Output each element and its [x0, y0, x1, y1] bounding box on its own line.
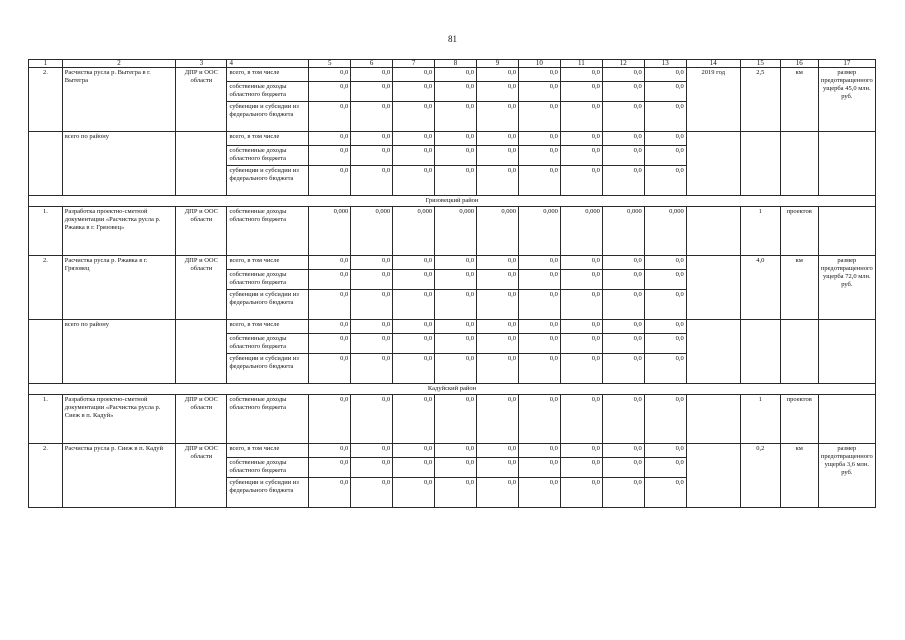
table-row — [29, 444, 876, 458]
amount-cell: 0,0 — [351, 354, 393, 384]
amount-cell: 0,0 — [644, 102, 686, 132]
amount-cell: 0,0 — [644, 320, 686, 334]
amount-cell: 0,0 — [644, 256, 686, 270]
result-cell: размер предотвращенного ущерба 72,0 млн. руб. — [818, 256, 875, 320]
amount-cell: 0,0 — [435, 132, 477, 146]
result-cell — [818, 132, 875, 196]
funding-source-label: всего, в том числе — [227, 444, 309, 458]
amount-cell: 0,0 — [351, 395, 393, 444]
unit-cell: проектов — [780, 395, 818, 444]
amount-cell: 0,0 — [560, 334, 602, 354]
deadline-cell — [686, 256, 740, 320]
column-header-17: 17 — [818, 60, 875, 68]
amount-cell: 0,0 — [393, 256, 435, 270]
amount-cell: 0,0 — [518, 132, 560, 146]
amount-cell: 0,0 — [477, 102, 519, 132]
amount-cell: 0,0 — [560, 166, 602, 196]
funding-source-label: собственные доходы областного бюджета — [227, 395, 309, 444]
table-row — [29, 68, 876, 82]
amount-cell: 0,0 — [518, 334, 560, 354]
amount-cell: 0,0 — [435, 166, 477, 196]
amount-cell: 0,0 — [435, 82, 477, 102]
result-cell — [818, 207, 875, 256]
amount-cell: 0,0 — [560, 102, 602, 132]
amount-cell: 0,0 — [393, 354, 435, 384]
amount-cell: 0,0 — [518, 102, 560, 132]
section-row — [29, 196, 876, 207]
item-number — [29, 132, 63, 196]
table-row — [29, 132, 876, 146]
amount-cell: 0,0 — [477, 256, 519, 270]
amount-cell: 0,0 — [435, 270, 477, 290]
result-cell: размер предотвращенного ущерба 3,6 млн. руб. — [818, 444, 875, 508]
amount-cell: 0,000 — [602, 207, 644, 256]
amount-cell: 0,0 — [644, 82, 686, 102]
amount-cell: 0,0 — [309, 146, 351, 166]
amount-cell: 0,0 — [351, 82, 393, 102]
funding-source-label: субвенции и субсидии из федерального бюджета — [227, 478, 309, 508]
amount-cell: 0,0 — [393, 102, 435, 132]
amount-cell: 0,0 — [518, 146, 560, 166]
item-name: Расчистка русла р. Ржавка в г. Грязовец — [62, 256, 176, 320]
amount-cell: 0,0 — [351, 320, 393, 334]
amount-cell: 0,0 — [644, 354, 686, 384]
funding-source-label: субвенции и субсидии из федерального бюджета — [227, 102, 309, 132]
amount-cell: 0,000 — [644, 207, 686, 256]
column-header-14: 14 — [686, 60, 740, 68]
unit-cell — [780, 132, 818, 196]
amount-cell: 0,0 — [393, 132, 435, 146]
item-number: 2. — [29, 444, 63, 508]
amount-cell: 0,0 — [351, 478, 393, 508]
amount-cell: 0,0 — [351, 458, 393, 478]
funding-source-label: субвенции и субсидии из федерального бюджета — [227, 166, 309, 196]
amount-cell: 0,000 — [393, 207, 435, 256]
amount-cell: 0,0 — [644, 166, 686, 196]
amount-cell: 0,0 — [309, 444, 351, 458]
amount-cell: 0,0 — [518, 320, 560, 334]
funding-source-label: всего, в том числе — [227, 256, 309, 270]
column-header-8: 8 — [435, 60, 477, 68]
funding-source-label: собственные доходы областного бюджета — [227, 270, 309, 290]
amount-cell: 0,0 — [477, 132, 519, 146]
amount-cell: 0,0 — [602, 354, 644, 384]
item-number: 1. — [29, 207, 63, 256]
amount-cell: 0,000 — [518, 207, 560, 256]
amount-cell: 0,0 — [560, 478, 602, 508]
amount-cell: 0,0 — [602, 68, 644, 82]
table-body — [29, 68, 876, 508]
amount-cell: 0,0 — [393, 270, 435, 290]
amount-cell: 0,0 — [435, 320, 477, 334]
amount-cell: 0,0 — [644, 132, 686, 146]
deadline-cell — [686, 444, 740, 508]
amount-cell: 0,0 — [351, 146, 393, 166]
amount-cell: 0,0 — [477, 82, 519, 102]
amount-cell: 0,0 — [602, 270, 644, 290]
column-header-5: 5 — [309, 60, 351, 68]
amount-cell: 0,0 — [477, 334, 519, 354]
amount-cell: 0,0 — [560, 320, 602, 334]
amount-cell: 0,0 — [477, 354, 519, 384]
amount-cell: 0,0 — [309, 458, 351, 478]
item-number: 2. — [29, 68, 63, 132]
amount-cell: 0,0 — [602, 444, 644, 458]
column-header-11: 11 — [560, 60, 602, 68]
item-name: всего по району — [62, 132, 176, 196]
table-row — [29, 256, 876, 270]
executor-cell: ДПР и ООС области — [176, 68, 227, 132]
amount-cell: 0,0 — [351, 290, 393, 320]
deadline-cell — [686, 207, 740, 256]
amount-cell: 0,0 — [477, 270, 519, 290]
amount-cell: 0,0 — [518, 270, 560, 290]
funding-source-label: собственные доходы областного бюджета — [227, 334, 309, 354]
amount-cell: 0,0 — [602, 334, 644, 354]
amount-cell: 0,0 — [518, 82, 560, 102]
amount-cell: 0,0 — [309, 166, 351, 196]
unit-cell: км — [780, 256, 818, 320]
column-header-3: 3 — [176, 60, 227, 68]
deadline-cell — [686, 320, 740, 384]
funding-source-label: собственные доходы областного бюджета — [227, 82, 309, 102]
amount-cell: 0,0 — [560, 290, 602, 320]
column-header-10: 10 — [518, 60, 560, 68]
indicator-value — [740, 132, 780, 196]
amount-cell: 0,0 — [560, 132, 602, 146]
funding-source-label: субвенции и субсидии из федерального бюджета — [227, 354, 309, 384]
amount-cell: 0,000 — [435, 207, 477, 256]
unit-cell: км — [780, 68, 818, 132]
amount-cell: 0,0 — [477, 458, 519, 478]
amount-cell: 0,0 — [560, 146, 602, 166]
amount-cell: 0,0 — [602, 395, 644, 444]
amount-cell: 0,0 — [351, 132, 393, 146]
amount-cell: 0,0 — [644, 458, 686, 478]
section-title: Грязовецкий район — [29, 196, 876, 207]
column-header-1: 1 — [29, 60, 63, 68]
amount-cell: 0,0 — [309, 270, 351, 290]
amount-cell: 0,0 — [602, 146, 644, 166]
executor-cell — [176, 320, 227, 384]
amount-cell: 0,0 — [309, 334, 351, 354]
item-name: всего по району — [62, 320, 176, 384]
deadline-cell — [686, 132, 740, 196]
budget-table — [28, 59, 876, 508]
amount-cell: 0,0 — [560, 68, 602, 82]
item-name: Расчистка русла р. Вытегра в г. Вытегра — [62, 68, 176, 132]
section-row — [29, 384, 876, 395]
amount-cell: 0,000 — [560, 207, 602, 256]
amount-cell: 0,0 — [644, 334, 686, 354]
funding-source-label: всего, в том числе — [227, 68, 309, 82]
amount-cell: 0,0 — [602, 458, 644, 478]
amount-cell: 0,0 — [644, 270, 686, 290]
executor-cell: ДПР и ООС области — [176, 395, 227, 444]
section-title: Кадуйский район — [29, 384, 876, 395]
amount-cell: 0,0 — [393, 82, 435, 102]
amount-cell: 0,0 — [393, 478, 435, 508]
amount-cell: 0,0 — [477, 444, 519, 458]
result-cell — [818, 395, 875, 444]
deadline-cell: 2019 год — [686, 68, 740, 132]
funding-source-label: собственные доходы областного бюджета — [227, 458, 309, 478]
amount-cell: 0,0 — [309, 395, 351, 444]
amount-cell: 0,0 — [477, 146, 519, 166]
amount-cell: 0,0 — [309, 290, 351, 320]
column-header-13: 13 — [644, 60, 686, 68]
amount-cell: 0,000 — [351, 207, 393, 256]
amount-cell: 0,0 — [393, 166, 435, 196]
amount-cell: 0,0 — [560, 270, 602, 290]
amount-cell: 0,0 — [477, 68, 519, 82]
funding-source-label: всего, в том числе — [227, 320, 309, 334]
table-row — [29, 395, 876, 444]
amount-cell: 0,000 — [309, 207, 351, 256]
amount-cell: 0,0 — [602, 132, 644, 146]
amount-cell: 0,0 — [351, 256, 393, 270]
amount-cell: 0,0 — [560, 82, 602, 102]
amount-cell: 0,0 — [435, 478, 477, 508]
amount-cell: 0,0 — [435, 334, 477, 354]
column-header-9: 9 — [477, 60, 519, 68]
amount-cell: 0,0 — [309, 102, 351, 132]
amount-cell: 0,0 — [602, 82, 644, 102]
amount-cell: 0,0 — [477, 478, 519, 508]
amount-cell: 0,0 — [560, 444, 602, 458]
amount-cell: 0,0 — [351, 166, 393, 196]
amount-cell: 0,0 — [435, 458, 477, 478]
amount-cell: 0,0 — [518, 478, 560, 508]
table-row — [29, 207, 876, 256]
amount-cell: 0,0 — [393, 334, 435, 354]
unit-cell: проектов — [780, 207, 818, 256]
amount-cell: 0,0 — [518, 395, 560, 444]
item-name: Расчистка русла р. Сиеж в п. Кадуй — [62, 444, 176, 508]
amount-cell: 0,0 — [309, 320, 351, 334]
amount-cell: 0,0 — [602, 166, 644, 196]
amount-cell: 0,000 — [477, 207, 519, 256]
column-header-2: 2 — [62, 60, 176, 68]
column-header-16: 16 — [780, 60, 818, 68]
amount-cell: 0,0 — [560, 395, 602, 444]
executor-cell: ДПР и ООС области — [176, 207, 227, 256]
amount-cell: 0,0 — [351, 270, 393, 290]
indicator-value — [740, 320, 780, 384]
amount-cell: 0,0 — [477, 166, 519, 196]
amount-cell: 0,0 — [602, 320, 644, 334]
deadline-cell — [686, 395, 740, 444]
amount-cell: 0,0 — [393, 320, 435, 334]
amount-cell: 0,0 — [393, 68, 435, 82]
executor-cell — [176, 132, 227, 196]
column-header-15: 15 — [740, 60, 780, 68]
amount-cell: 0,0 — [602, 102, 644, 132]
amount-cell: 0,0 — [518, 354, 560, 384]
column-header-6: 6 — [351, 60, 393, 68]
amount-cell: 0,0 — [393, 395, 435, 444]
amount-cell: 0,0 — [393, 444, 435, 458]
amount-cell: 0,0 — [393, 146, 435, 166]
indicator-value: 1 — [740, 395, 780, 444]
amount-cell: 0,0 — [435, 68, 477, 82]
item-name: Разработка проектно-сметной документации «Расчистка русла р. Ржавка в г. Грязовец» — [62, 207, 176, 256]
funding-source-label: субвенции и субсидии из федерального бюджета — [227, 290, 309, 320]
amount-cell: 0,0 — [309, 256, 351, 270]
executor-cell: ДПР и ООС области — [176, 256, 227, 320]
amount-cell: 0,0 — [477, 320, 519, 334]
amount-cell: 0,0 — [560, 256, 602, 270]
amount-cell: 0,0 — [351, 334, 393, 354]
amount-cell: 0,0 — [518, 256, 560, 270]
indicator-value: 4,0 — [740, 256, 780, 320]
item-number: 2. — [29, 256, 63, 320]
amount-cell: 0,0 — [644, 68, 686, 82]
amount-cell: 0,0 — [435, 290, 477, 320]
unit-cell: км — [780, 444, 818, 508]
table-row — [29, 320, 876, 334]
amount-cell: 0,0 — [435, 395, 477, 444]
item-number — [29, 320, 63, 384]
indicator-value: 2,5 — [740, 68, 780, 132]
amount-cell: 0,0 — [602, 290, 644, 320]
amount-cell: 0,0 — [560, 458, 602, 478]
amount-cell: 0,0 — [309, 68, 351, 82]
funding-source-label: собственные доходы областного бюджета — [227, 146, 309, 166]
amount-cell: 0,0 — [518, 290, 560, 320]
item-name: Разработка проектно-сметной документации «Расчистка русла р. Сиеж в п. Кадуй» — [62, 395, 176, 444]
amount-cell: 0,0 — [309, 354, 351, 384]
amount-cell: 0,0 — [435, 146, 477, 166]
amount-cell: 0,0 — [309, 478, 351, 508]
amount-cell: 0,0 — [518, 166, 560, 196]
funding-source-label: всего, в том числе — [227, 132, 309, 146]
column-header-4: 4 — [227, 60, 309, 68]
amount-cell: 0,0 — [560, 354, 602, 384]
amount-cell: 0,0 — [602, 478, 644, 508]
amount-cell: 0,0 — [518, 458, 560, 478]
amount-cell: 0,0 — [309, 132, 351, 146]
column-header-7: 7 — [393, 60, 435, 68]
amount-cell: 0,0 — [393, 458, 435, 478]
amount-cell: 0,0 — [644, 290, 686, 320]
amount-cell: 0,0 — [309, 82, 351, 102]
column-header-12: 12 — [602, 60, 644, 68]
page-number: 81 — [448, 34, 457, 44]
unit-cell — [780, 320, 818, 384]
funding-source-label: собственные доходы областного бюджета — [227, 207, 309, 256]
indicator-value: 0,2 — [740, 444, 780, 508]
amount-cell: 0,0 — [351, 68, 393, 82]
amount-cell: 0,0 — [644, 444, 686, 458]
indicator-value: 1 — [740, 207, 780, 256]
item-number: 1. — [29, 395, 63, 444]
amount-cell: 0,0 — [477, 290, 519, 320]
result-cell — [818, 320, 875, 384]
amount-cell: 0,0 — [518, 444, 560, 458]
column-number-header — [29, 60, 876, 68]
amount-cell: 0,0 — [644, 146, 686, 166]
amount-cell: 0,0 — [644, 478, 686, 508]
amount-cell: 0,0 — [351, 444, 393, 458]
amount-cell: 0,0 — [644, 395, 686, 444]
amount-cell: 0,0 — [435, 444, 477, 458]
amount-cell: 0,0 — [393, 290, 435, 320]
amount-cell: 0,0 — [602, 256, 644, 270]
amount-cell: 0,0 — [435, 102, 477, 132]
executor-cell: ДПР и ООС области — [176, 444, 227, 508]
amount-cell: 0,0 — [351, 102, 393, 132]
result-cell: размер предотвращенного ущерба 45,0 млн. руб. — [818, 68, 875, 132]
amount-cell: 0,0 — [435, 256, 477, 270]
amount-cell: 0,0 — [435, 354, 477, 384]
amount-cell: 0,0 — [477, 395, 519, 444]
amount-cell: 0,0 — [518, 68, 560, 82]
